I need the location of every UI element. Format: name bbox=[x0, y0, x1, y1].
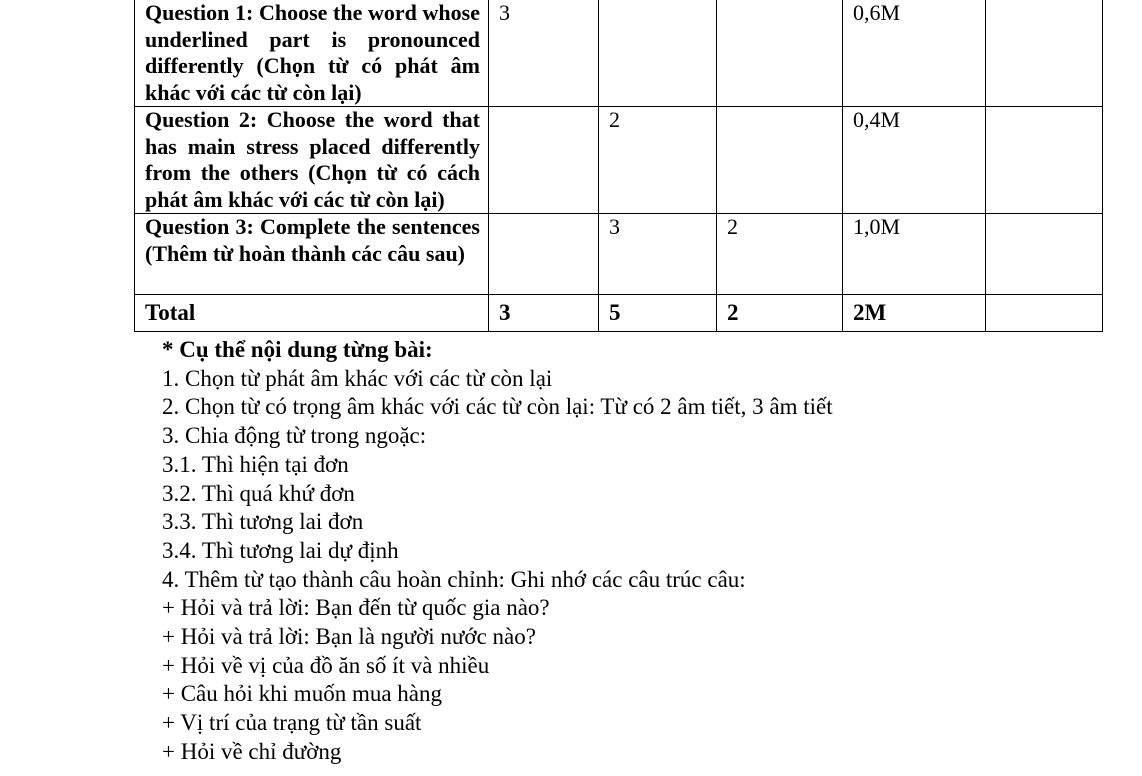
count-cell: 2 bbox=[599, 107, 717, 214]
question-cell: Question 3: Complete the sentences (Thêm từ hoàn thành các câu sau) bbox=[135, 214, 489, 295]
question-cell: Question 1: Choose the word whose underlined part is pronounced differently (Chọn từ có phát âm khác với các từ còn lại) bbox=[135, 0, 489, 107]
content-line: + Hỏi và trả lời: Bạn đến từ quốc gia nào? bbox=[162, 595, 550, 621]
content-line: + Hỏi về vị của đồ ăn số ít và nhiều bbox=[162, 652, 490, 678]
content-heading: * Cụ thể nội dung từng bài: bbox=[162, 337, 433, 362]
content-line: 3.1. Thì hiện tại đơn bbox=[162, 451, 349, 477]
total-score-cell: 2M bbox=[843, 295, 986, 332]
score-cell: 0,4M bbox=[843, 107, 986, 214]
content-line: 3. Chia động từ trong ngoặc: bbox=[162, 423, 427, 449]
content-line: + Vị trí của trạng từ tần suất bbox=[162, 710, 422, 736]
score-cell: 1,0M bbox=[843, 214, 986, 295]
count-cell: 3 bbox=[599, 214, 717, 295]
content-line: 1. Chọn từ phát âm khác với các từ còn lại bbox=[162, 365, 553, 391]
count-cell bbox=[599, 0, 717, 107]
total-count-cell: 2 bbox=[717, 295, 843, 332]
content-line: 3.3. Thì tương lai đơn bbox=[162, 509, 364, 535]
table-row bbox=[135, 107, 1103, 214]
content-line: 4. Thêm từ tạo thành câu hoàn chỉnh: Ghi nhớ các câu trúc câu: bbox=[162, 566, 746, 592]
empty-cell bbox=[986, 0, 1103, 107]
content-line: + Hỏi về chỉ đường bbox=[162, 738, 342, 764]
table-row bbox=[135, 214, 1103, 295]
score-cell: 0,6M bbox=[843, 0, 986, 107]
content-line: 3.2. Thì quá khứ đơn bbox=[162, 480, 355, 506]
count-cell: 3 bbox=[489, 0, 599, 107]
content-line: + Hỏi và trả lời: Bạn là người nước nào? bbox=[162, 624, 536, 650]
total-count-cell: 3 bbox=[489, 295, 599, 332]
count-cell: 2 bbox=[717, 214, 843, 295]
count-cell bbox=[717, 0, 843, 107]
empty-cell bbox=[986, 107, 1103, 214]
test-matrix-table bbox=[134, 0, 1103, 332]
total-count-cell: 5 bbox=[599, 295, 717, 332]
empty-cell bbox=[986, 214, 1103, 295]
empty-cell bbox=[986, 295, 1103, 332]
total-label: Total bbox=[135, 295, 489, 332]
count-cell bbox=[717, 107, 843, 214]
content-section bbox=[162, 336, 833, 767]
question-cell: Question 2: Choose the word that has main stress placed differently from the others (Chọn từ có cách phát âm khác với các từ còn lại) bbox=[135, 107, 489, 214]
content-line: 3.4. Thì tương lai dự định bbox=[162, 537, 399, 563]
table-row bbox=[135, 0, 1103, 107]
total-row bbox=[135, 295, 1103, 332]
count-cell bbox=[489, 214, 599, 295]
count-cell bbox=[489, 107, 599, 214]
content-line: 2. Chọn từ có trọng âm khác với các từ còn lại: Từ có 2 âm tiết, 3 âm tiết bbox=[162, 394, 833, 420]
content-line: + Câu hỏi khi muốn mua hàng bbox=[162, 681, 442, 707]
